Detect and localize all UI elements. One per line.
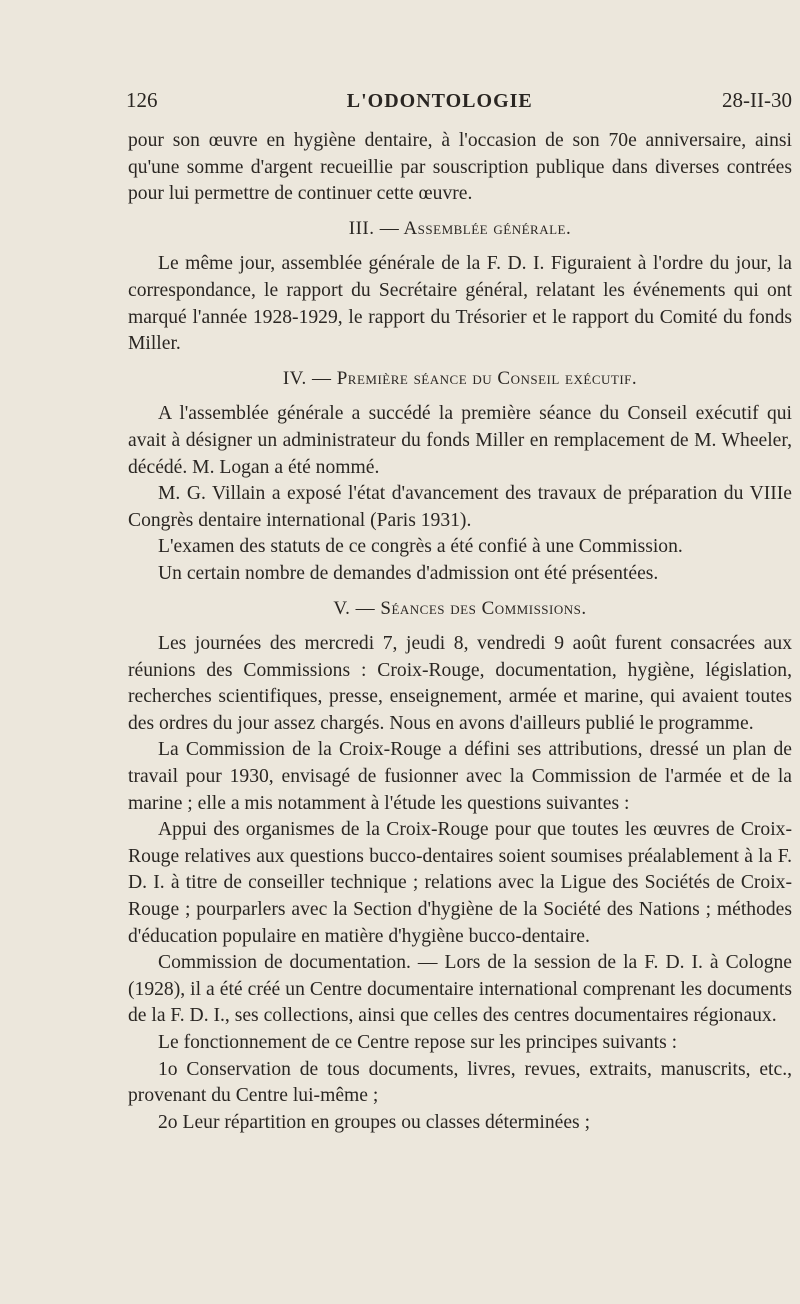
paragraph: Commission de documentation. — Lors de la session de la F. D. I. à Cologne (1928), il a été créé un Centre documentaire international comprenant les documents de la F. D. I., ses collections, ainsi que celles des centres documentaires régionaux. [128,952,792,1027]
paragraph: Le fonctionnement de ce Centre repose sur les principes suivants : [158,1032,678,1053]
journal-title: L'ODONTOLOGIE [346,90,533,112]
paragraph: La Commission de la Croix-Rouge a défini ses attributions, dressé un plan de travail pour 1930, envisagé de fusionner avec la Commission de l'armée et de la marine ; elle a mis notamment à l'étude les questions suivantes : [128,739,792,814]
paragraph: Appui des organismes de la Croix-Rouge pour que toutes les œuvres de Croix-Rouge relatives aux questions bucco-dentaires soient soumises préalablement à la F. D. I. à titre de conseiller technique ; relations avec la Ligue des Sociétés de Croix-Rouge ; pourparlers avec la Section d'hygiène de la Société des Nations ; méthodes d'éducation populaire en matière d'hygiène bucco-dentaire. [128,819,792,947]
section-heading-v: V. — Séances des Commissions. [333,597,587,619]
section-heading-iii: III. — Assemblée générale. [348,217,572,239]
page-number: 126 [126,88,158,112]
paragraph: A l'assemblée générale a succédé la première séance du Conseil exécutif qui avait à désigner un administrateur du fonds Miller en remplacement de M. Wheeler, décédé. M. Logan a été nommé. [128,403,792,478]
section-heading-iv: IV. — Première séance du Conseil exécutif. [282,367,638,389]
issue-date: 28-II-30 [722,88,792,112]
paragraph: Un certain nombre de demandes d'admission ont été présentées. [158,562,659,584]
paragraph: pour son œuvre en hygiène dentaire, à l'occasion de son 70e anniversaire, ainsi qu'une somme d'argent recueillie par souscription publique dans diverses contrées pour lui permettre de continuer cette œuvre. [128,130,792,205]
paragraph: 2o Leur répartition en groupes ou classes déterminées ; [158,1111,591,1133]
running-header [126,88,792,113]
article-body [128,128,792,1136]
paragraph: L'examen des statuts de ce congrès a été confié à une Commission. [158,536,683,558]
paragraph: M. G. Villain a exposé l'état d'avancement des travaux de préparation du VIIIe Congrès dentaire international (Paris 1931). [128,483,792,531]
paragraph: Le même jour, assemblée générale de la F. D. I. Figuraient à l'ordre du jour, la correspondance, le rapport du Secrétaire général, relatant les événements qui ont marqué l'année 1928-1929, le rapport du Trésorier et le rapport du Comité du fonds Miller. [128,253,792,355]
paragraph: 1o Conservation de tous documents, livres, revues, extraits, manuscrits, etc., provenant du Centre lui-même ; [128,1058,792,1107]
paragraph: Les journées des mercredi 7, jeudi 8, vendredi 9 août furent consacrées aux réunions des Commissions : Croix-Rouge, documentation, hygiène, législation, recherches scientifiques, presse, enseignement, armée et marine, qui avaient toutes des ordres du jour assez chargés. Nous en avons d'ailleurs publié le programme. [128,633,792,734]
